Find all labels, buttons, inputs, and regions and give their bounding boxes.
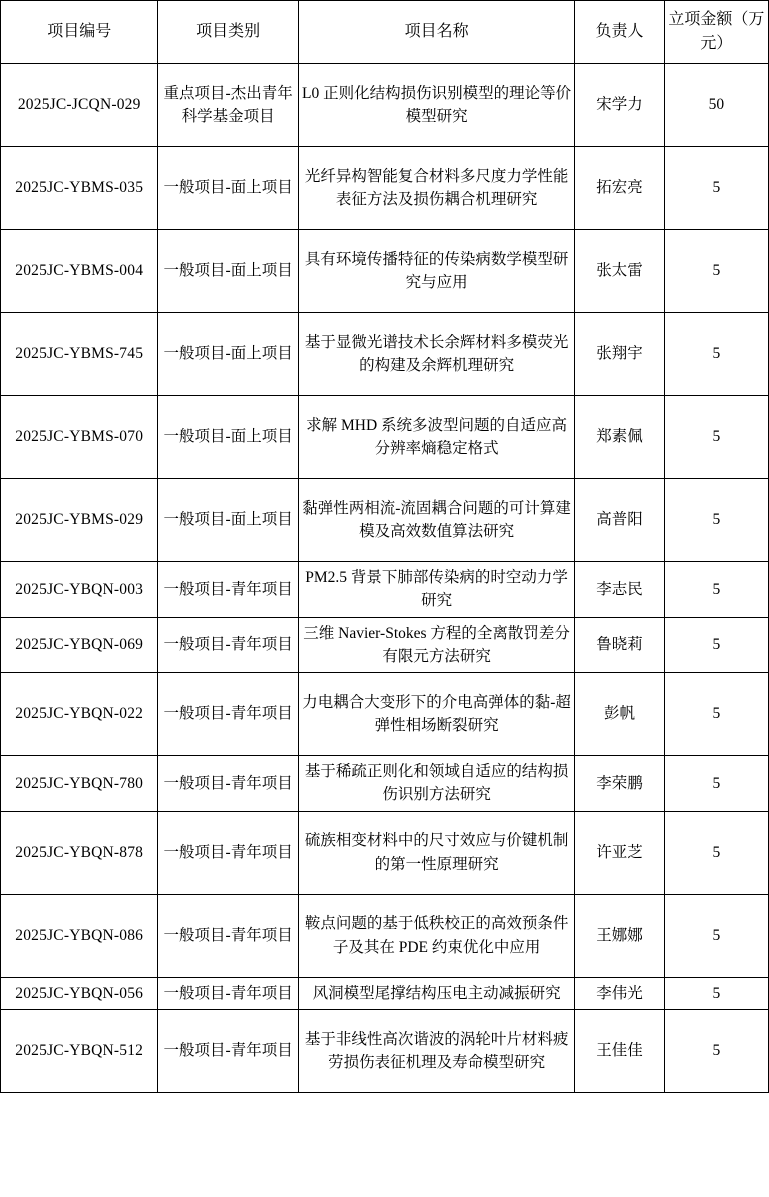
cell-project-code: 2025JC-YBQN-003	[1, 562, 158, 618]
cell-project-leader: 张翔宇	[575, 313, 664, 396]
table-row	[1, 673, 769, 756]
cell-project-leader: 张太雷	[575, 230, 664, 313]
cell-project-amount: 5	[664, 1009, 768, 1092]
cell-project-leader: 李志民	[575, 562, 664, 618]
table-row	[1, 313, 769, 396]
table-row	[1, 894, 769, 977]
table-row	[1, 811, 769, 894]
cell-project-name: 黏弹性两相流-流固耦合问题的可计算建模及高效数值算法研究	[298, 479, 575, 562]
cell-project-amount: 5	[664, 617, 768, 673]
table-row	[1, 1009, 769, 1092]
cell-project-name: PM2.5 背景下肺部传染病的时空动力学研究	[298, 562, 575, 618]
cell-project-code: 2025JC-YBQN-056	[1, 977, 158, 1009]
header-row	[1, 1, 769, 64]
table-row	[1, 64, 769, 147]
cell-project-code: 2025JC-JCQN-029	[1, 64, 158, 147]
cell-project-leader: 宋学力	[575, 64, 664, 147]
cell-project-category: 一般项目-面上项目	[158, 479, 298, 562]
cell-project-amount: 5	[664, 230, 768, 313]
cell-project-code: 2025JC-YBMS-745	[1, 313, 158, 396]
cell-project-amount: 5	[664, 673, 768, 756]
cell-project-amount: 5	[664, 313, 768, 396]
cell-project-code: 2025JC-YBQN-512	[1, 1009, 158, 1092]
cell-project-leader: 李伟光	[575, 977, 664, 1009]
header-project-category: 项目类别	[158, 1, 298, 64]
cell-project-category: 一般项目-青年项目	[158, 673, 298, 756]
cell-project-code: 2025JC-YBQN-780	[1, 756, 158, 812]
cell-project-leader: 彭帆	[575, 673, 664, 756]
cell-project-leader: 许亚芝	[575, 811, 664, 894]
cell-project-code: 2025JC-YBQN-878	[1, 811, 158, 894]
cell-project-amount: 5	[664, 396, 768, 479]
cell-project-amount: 5	[664, 977, 768, 1009]
table-row	[1, 230, 769, 313]
table-row	[1, 562, 769, 618]
header-project-name: 项目名称	[298, 1, 575, 64]
cell-project-name: 基于显微光谱技术长余辉材料多模荧光的构建及余辉机理研究	[298, 313, 575, 396]
cell-project-name: 光纤异构智能复合材料多尺度力学性能表征方法及损伤耦合机理研究	[298, 147, 575, 230]
header-project-amount: 立项金额（万元）	[664, 1, 768, 64]
cell-project-amount: 50	[664, 64, 768, 147]
cell-project-category: 一般项目-面上项目	[158, 396, 298, 479]
cell-project-leader: 鲁晓莉	[575, 617, 664, 673]
cell-project-leader: 王娜娜	[575, 894, 664, 977]
header-project-leader: 负责人	[575, 1, 664, 64]
table-row	[1, 479, 769, 562]
cell-project-category: 一般项目-青年项目	[158, 617, 298, 673]
table-row	[1, 147, 769, 230]
header-project-code: 项目编号	[1, 1, 158, 64]
cell-project-category: 一般项目-青年项目	[158, 894, 298, 977]
cell-project-category: 重点项目-杰出青年科学基金项目	[158, 64, 298, 147]
cell-project-amount: 5	[664, 811, 768, 894]
cell-project-leader: 高普阳	[575, 479, 664, 562]
cell-project-category: 一般项目-青年项目	[158, 811, 298, 894]
cell-project-name: 风洞模型尾撑结构压电主动减振研究	[298, 977, 575, 1009]
table-row	[1, 617, 769, 673]
cell-project-code: 2025JC-YBQN-086	[1, 894, 158, 977]
cell-project-amount: 5	[664, 562, 768, 618]
cell-project-name: 硫族相变材料中的尺寸效应与价键机制的第一性原理研究	[298, 811, 575, 894]
cell-project-name: L0 正则化结构损伤识别模型的理论等价模型研究	[298, 64, 575, 147]
cell-project-name: 力电耦合大变形下的介电高弹体的黏-超弹性相场断裂研究	[298, 673, 575, 756]
table-row	[1, 977, 769, 1009]
cell-project-code: 2025JC-YBQN-022	[1, 673, 158, 756]
cell-project-leader: 王佳佳	[575, 1009, 664, 1092]
cell-project-amount: 5	[664, 756, 768, 812]
cell-project-name: 基于稀疏正则化和领域自适应的结构损伤识别方法研究	[298, 756, 575, 812]
cell-project-leader: 拓宏亮	[575, 147, 664, 230]
table-row	[1, 756, 769, 812]
cell-project-name: 求解 MHD 系统多波型问题的自适应高分辨率熵稳定格式	[298, 396, 575, 479]
cell-project-name: 具有环境传播特征的传染病数学模型研究与应用	[298, 230, 575, 313]
cell-project-category: 一般项目-青年项目	[158, 1009, 298, 1092]
cell-project-code: 2025JC-YBMS-070	[1, 396, 158, 479]
cell-project-code: 2025JC-YBMS-029	[1, 479, 158, 562]
cell-project-category: 一般项目-面上项目	[158, 147, 298, 230]
cell-project-category: 一般项目-青年项目	[158, 977, 298, 1009]
table-body	[1, 64, 769, 1093]
cell-project-name: 三维 Navier-Stokes 方程的全离散罚差分有限元方法研究	[298, 617, 575, 673]
cell-project-leader: 李荣鹏	[575, 756, 664, 812]
cell-project-amount: 5	[664, 479, 768, 562]
cell-project-amount: 5	[664, 894, 768, 977]
cell-project-code: 2025JC-YBQN-069	[1, 617, 158, 673]
cell-project-leader: 郑素佩	[575, 396, 664, 479]
cell-project-category: 一般项目-青年项目	[158, 756, 298, 812]
cell-project-code: 2025JC-YBMS-004	[1, 230, 158, 313]
cell-project-name: 基于非线性高次谐波的涡轮叶片材料疲劳损伤表征机理及寿命模型研究	[298, 1009, 575, 1092]
table-row	[1, 396, 769, 479]
cell-project-category: 一般项目-面上项目	[158, 230, 298, 313]
cell-project-category: 一般项目-青年项目	[158, 562, 298, 618]
cell-project-name: 鞍点问题的基于低秩校正的高效预条件子及其在 PDE 约束优化中应用	[298, 894, 575, 977]
table-header	[1, 1, 769, 64]
cell-project-amount: 5	[664, 147, 768, 230]
cell-project-category: 一般项目-面上项目	[158, 313, 298, 396]
cell-project-code: 2025JC-YBMS-035	[1, 147, 158, 230]
